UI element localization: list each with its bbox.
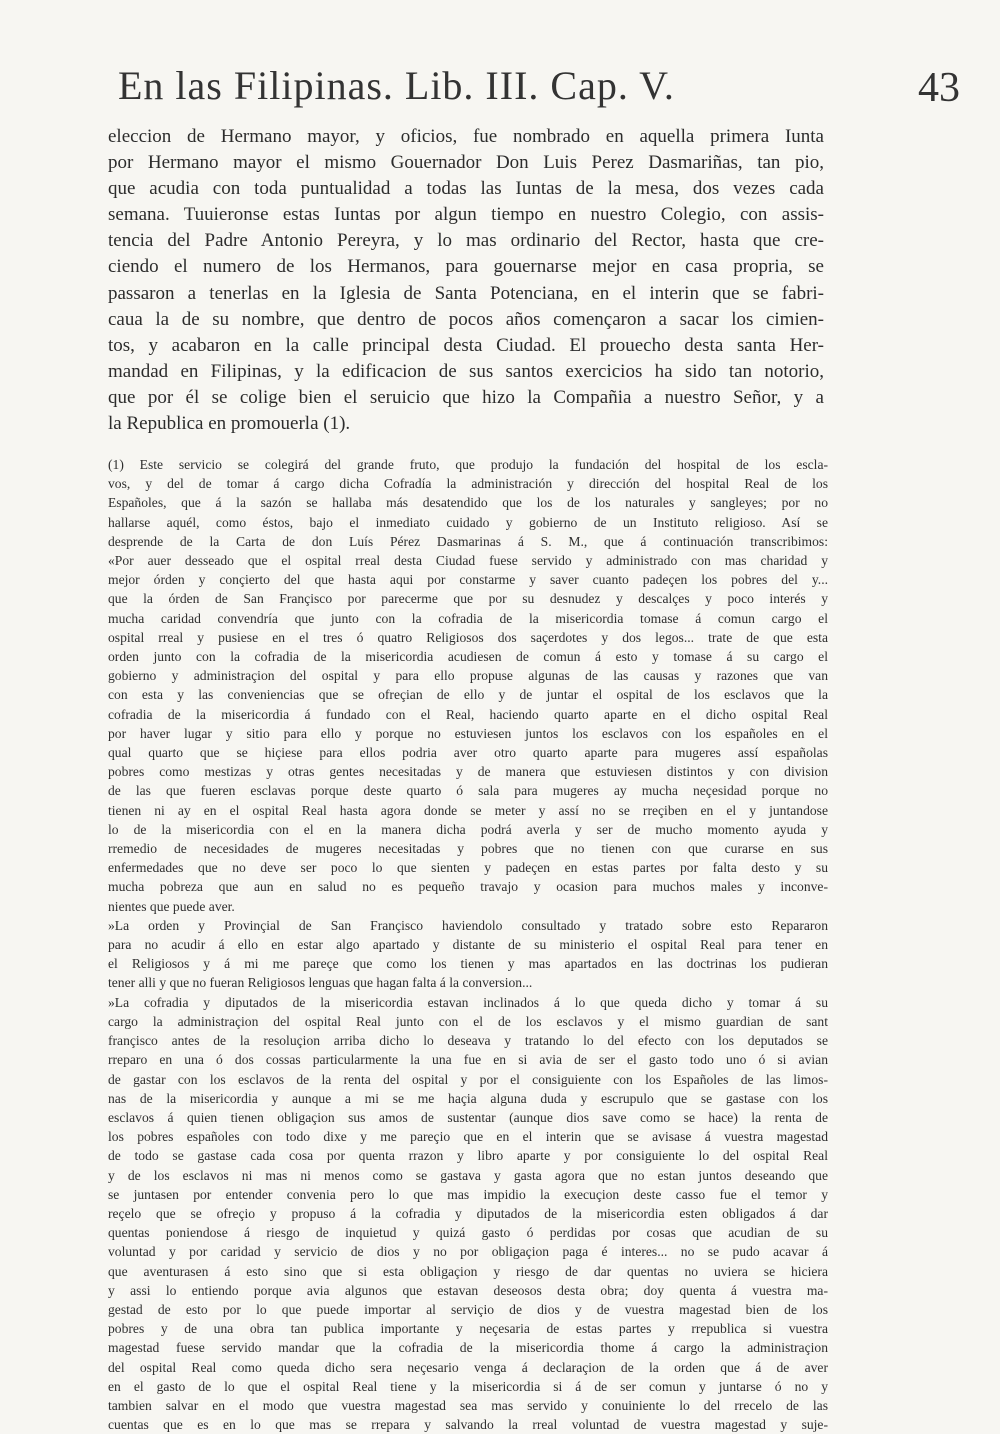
footnote-line: Españoles, que á la sazón se hallaba más desatendido que los de los naturales y sangleyes; por no: [108, 495, 828, 511]
footnote-line: cuentas que es en lo que mas se rrepara y salvando la rreal voluntad de vuestra magestad y suje-: [108, 1417, 828, 1433]
footnote-line: voluntad y por caridad y servicio de dios y no por obligaçion paga é interes... no se pudo acavar á: [108, 1244, 828, 1260]
text-line: semana. Tuuieronse estas Iuntas por algun tiempo en nuestro Colegio, con assis-: [108, 204, 824, 226]
text-line: mandad en Filipinas, y la edificacion de sus santos exercicios ha sido tan notorio,: [108, 360, 824, 382]
footnote-line: pobres como mestizas y otras gentes necesitadas y de manera que estuviesen distintos y con division: [108, 764, 828, 780]
text-line: que por él se colige bien el seruicio que hizo la Compañia a nuestro Señor, y a: [108, 386, 824, 408]
footnote-line: de todo se gastase cada cosa por quenta rrazon y libro aparte y por consiguiente lo del ospital Real: [108, 1148, 828, 1164]
footnote-line: tambien salvar en el modo que vuestra magestad sea mas servido y conuiniente lo del rrecelo de las: [108, 1397, 828, 1413]
footnote-line: reçelo que se ofreçio y propuso á la cofradia y diputados de la misericordia esten obligados á dar: [108, 1205, 828, 1221]
footnote-line: que la órden de San Françisco por parecerme que por su desnudez y descalçes y poco interés y: [108, 591, 828, 607]
footnote-line: rremedio de necesidades de mugeres necesitadas y pobres que no tienen con que curarse en sus: [108, 841, 828, 857]
footnote-line: desprende de la Carta de don Luís Pérez Dasmarinas á S. M., que á continuación transcribimos:: [108, 533, 828, 549]
footnote-line: gestad de esto por lo que puede importar al serviçio de dios y de vuestra magestad bien de los: [108, 1301, 828, 1317]
text-line: tos, y acabaron en la calle principal desta Ciudad. El prouecho desta santa Her-: [108, 334, 824, 356]
footnote-line: (1) Este servicio se colegirá del grande fruto, que produjo la fundación del hospital de los escla-: [108, 457, 828, 472]
footnote-line: se juntasen por entender convenia pero lo que mas impidio la execuçion deste casso fue el temor y: [108, 1186, 828, 1202]
footnote-line: pobres y de una obra tan publica importante y neçesaria de estas partes y rrepublica si vuestra: [108, 1321, 828, 1337]
footnote-line: mejor órden y conçierto del que hasta aqui por constarme y saver cuanto padeçen los pobres del y...: [108, 572, 828, 588]
footnote-line: que aventurasen á esto sino que si esta obligaçion y riesgo de dar quentas no uviera se hiciera: [108, 1263, 828, 1279]
footnote-line: orden junto con la cofradia de la misericordia acudiesen de comun á esto y tomase á su cargo el: [108, 649, 828, 665]
text-line: eleccion de Hermano mayor, y oficios, fue nombrado en aquella primera Iunta: [108, 126, 824, 147]
footnote-line: los pobres españoles con todo dixe y me pareçio que en el interin que se avisase á vuestra magestad: [108, 1129, 828, 1145]
footnote-line: françisco antes de la resoluçion arriba dicho lo deseava y tratando lo del efecto con los deputados se: [108, 1033, 828, 1049]
running-head: En las Filipinas. Lib. III. Cap. V.: [118, 63, 675, 108]
footnote-line: quentas poniendose á riesgo de inquietud y quizá gasto ó perdidas por cosas que acudian de su: [108, 1225, 828, 1241]
text-line: passaron a tenerlas en la Iglesia de Santa Potenciana, en el interin que se fabri-: [108, 282, 824, 304]
footnote-line: de gastar con los esclavos de la renta del ospital y por el consiguiente con los Españoles de las limos-: [108, 1071, 828, 1087]
main-text: [108, 124, 824, 437]
footnote-line: gobierno y administraçion del ospital y para ello propuse algunas de las causas y razones que van: [108, 668, 828, 684]
text-line: que acudia con toda puntualidad a todas las Iuntas de la mesa, dos vezes cada: [108, 178, 824, 200]
footnote-line: qual quarto que se hiçiese para ellos podria aver otro quarto aparte para mugeres assí españolas: [108, 745, 828, 761]
footnote-line: en el gasto de lo que el ospital Real tiene y la misericordia si á de ser comun y juntarse ó no y: [108, 1378, 828, 1394]
footnote-line: ospital rreal y pusiese en el tres ó quatro Religiosos dos saçerdotes y dos legos... trate de que esta: [108, 629, 828, 645]
footnote-line: nientes que puede aver.: [108, 898, 235, 914]
footnote-line: enfermedades que no deve ser poco lo que sienten y padeçen en estas partes por falta desto y su: [108, 860, 828, 876]
footnote-line: «Por auer desseado que el ospital rreal desta Ciudad fuese servido y administrado con mas charidad y: [108, 553, 828, 569]
text-line: la Republica en promouerla (1).: [108, 413, 351, 435]
footnote-line: magestad fuese servido mandar que la cofradia de la misericordia thome á cargo la administraçion: [108, 1340, 828, 1356]
page-header: [118, 62, 960, 122]
footnote-line: el Religiosos y á mi me pareçe que como los tienen y mas apartados en las doctrinas los pudieran: [108, 956, 828, 972]
footnote-line: del ospital Real como queda dicho sera neçesario venga á declaraçion de la orden que á de aver: [108, 1359, 828, 1375]
footnote-line: tienen ni ay en el ospital Real hasta agora donde se meter y assí no se rreçiben en el y juntandose: [108, 802, 828, 818]
footnote-line: »La cofradia y diputados de la misericordia estavan inclinados á lo que queda dicho y tomar á su: [108, 994, 828, 1010]
footnote-line: cofradia de la misericordia á fundado con el Real, haciendo quarto aparte en el dicho ospital Real: [108, 706, 828, 722]
text-line: tencia del Padre Antonio Pereyra, y lo mas ordinario del Rector, hasta que cre-: [108, 230, 824, 252]
text-line: ciendo el numero de los Hermanos, para gouernarse mejor en casa propria, se: [108, 256, 824, 278]
footnote-line: rreparo en una ó dos cossas particularmente la una fue en si avia de ser el gasto todo uno ó si avian: [108, 1052, 828, 1068]
footnote-line: tener alli y que no fueran Religiosos lenguas que hagan falta á la conversion...: [108, 975, 533, 991]
footnote-line: por haver lugar y sitio para ello y porque no estuviesen juntos los esclavos con los españoles en el: [108, 725, 828, 741]
footnote-line: con esta y las conveniencias que se ofreçian de ello y de juntar el ospital de los esclavos que la: [108, 687, 828, 703]
page-number: 43: [918, 65, 960, 111]
footnote: [108, 455, 828, 1434]
footnote-line: de las que fueren esclavas porque deste quarto ó sala para mugeres ay mucha neçesidad porque no: [108, 783, 828, 799]
footnote-line: mucha pobreza que aun en salud no es pequeño travajo y ocasion para muchos males y inconve-: [108, 879, 828, 895]
footnote-line: esclavos á quien tienen obligaçion sus amos de sustentar (aunque dios save como se hace) la renta de: [108, 1109, 828, 1125]
footnote-line: cargo la administraçion del ospital Real junto con el de los esclavos y el mismo guardian de sant: [108, 1013, 828, 1029]
text-line: por Hermano mayor el mismo Gouernador Don Luis Perez Dasmariñas, tan pio,: [108, 152, 824, 174]
footnote-line: »La orden y Provinçial de San Françisco haviendolo consultado y tratado sobre esto Repararon: [108, 917, 828, 933]
footnote-line: y assi lo entiendo porque avia algunos que estavan deseosos desta obra; doy quenta á vuestra ma-: [108, 1282, 828, 1298]
footnote-line: mucha caridad convendría que junto con la cofradia de la misericordia tomase á comun cargo el: [108, 610, 828, 626]
footnote-line: para no acudir á ello en estar algo apartado y distante de su ministerio el ospital Real para tener en: [108, 937, 828, 953]
footnote-line: hallarse aquél, como éstos, bajo el inmediato cuidado y gobierno de un Instituto religioso. Así se: [108, 514, 828, 530]
footnote-line: vos, y del de tomar á cargo dicha Cofradía la administración y dirección del hospital Real de los: [108, 476, 828, 492]
footnote-line: lo de la misericordia con el en la manera dicha podrá averla y ser de mucho momento ayuda y: [108, 821, 828, 837]
footnote-line: nas de la misericordia y aunque a mi se me haçia alguna duda y escrupulo que se gastase con los: [108, 1090, 828, 1106]
text-line: caua la de su nombre, que dentro de pocos años començaron a sacar los cimien-: [108, 308, 824, 330]
footnote-line: y de los esclavos ni mas ni menos como se gastava y gasta agora que no estan juntos deseando que: [108, 1167, 828, 1183]
